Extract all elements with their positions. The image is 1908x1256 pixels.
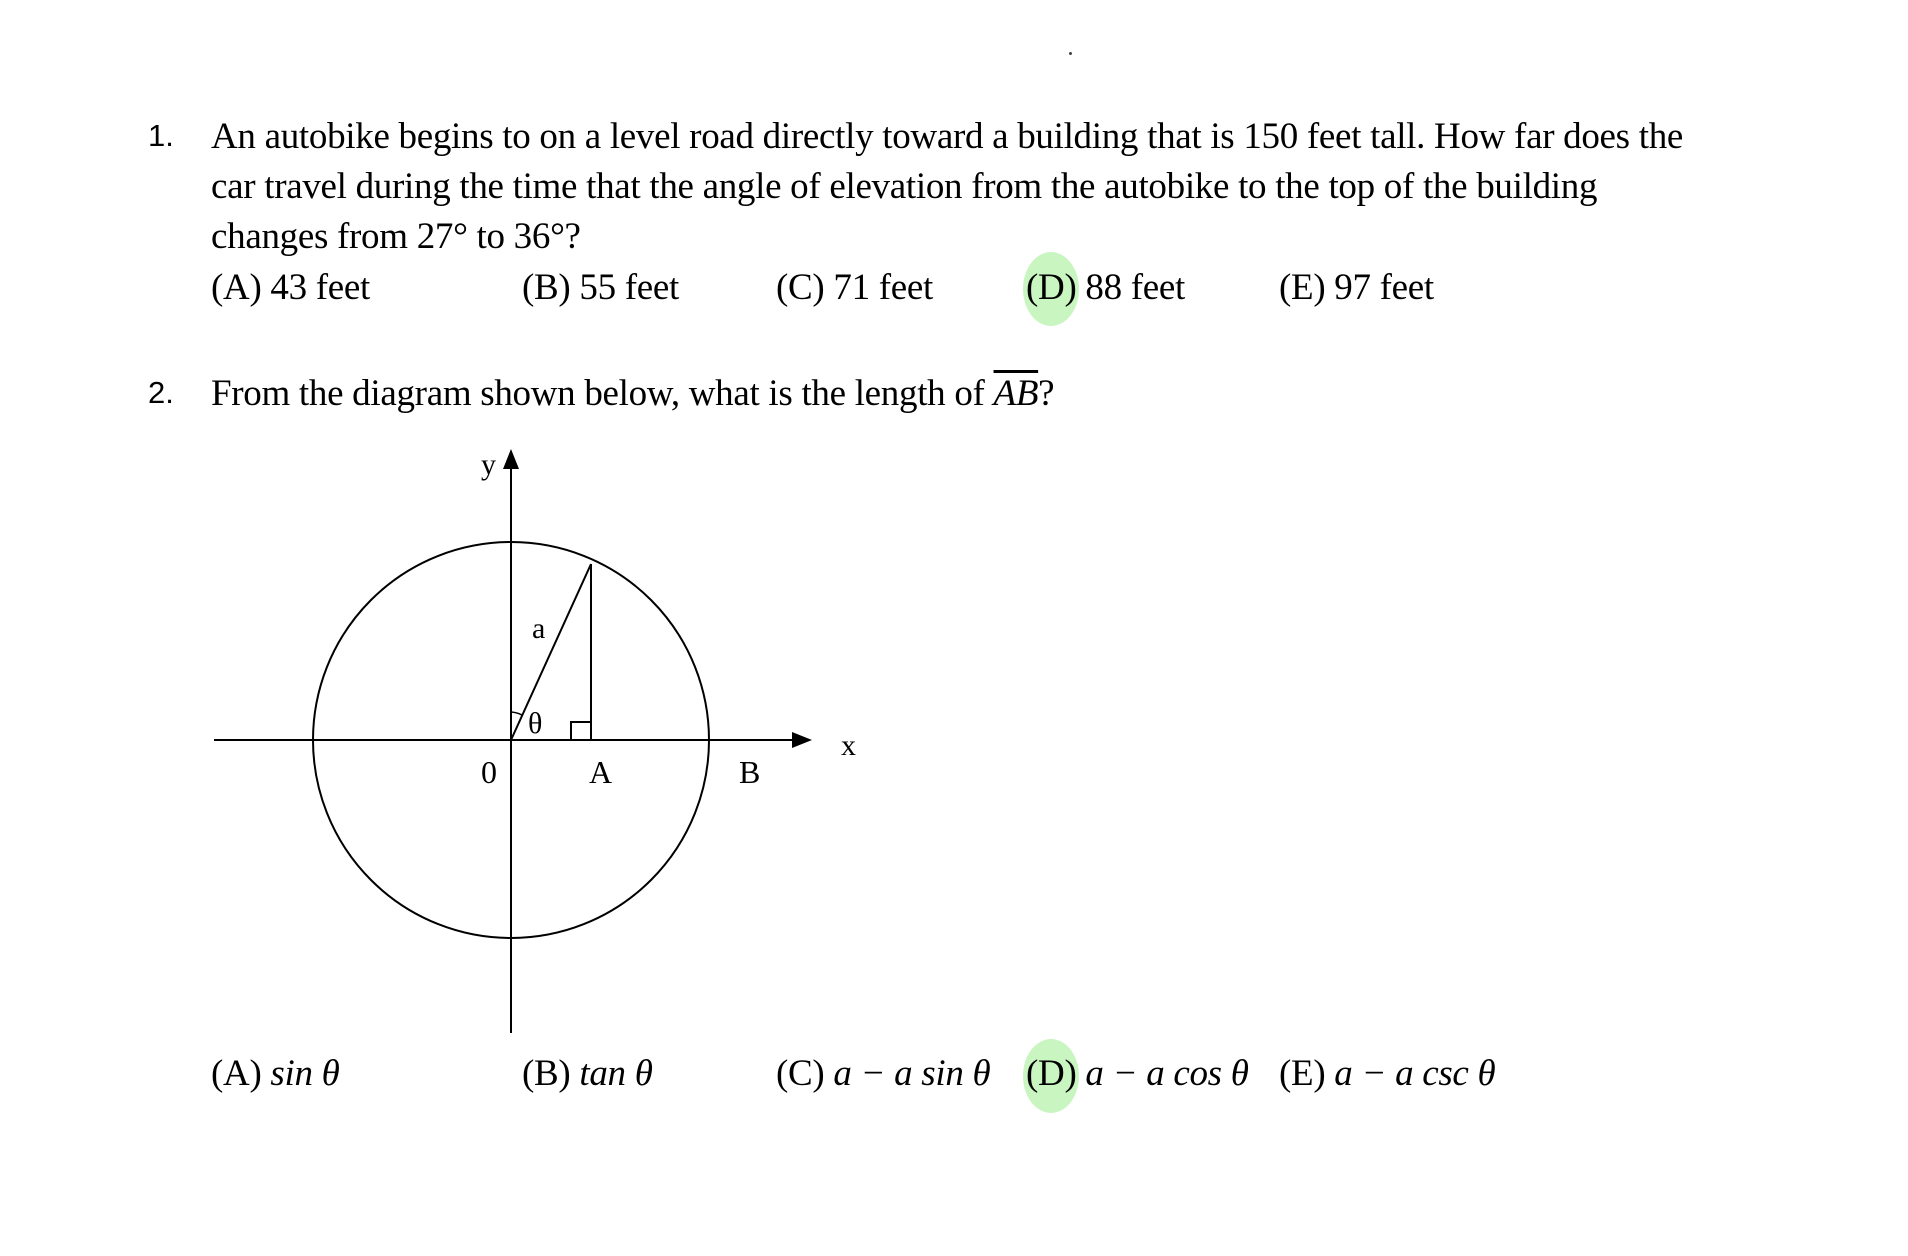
question-1-line-3: changes from 27° to 36°? [211,216,581,257]
question-2-prompt: From the diagram shown below, what is the length of [211,373,994,414]
x-axis-arrow [792,732,812,748]
q2-choice-a[interactable]: (A) sin θ [211,1053,340,1094]
x-axis-label: x [841,729,856,762]
q2-choice-d[interactable]: (D) a − a cos θ [1026,1053,1249,1094]
q2-choice-b[interactable]: (B) tan θ [522,1053,653,1094]
angle-label: θ [528,707,543,740]
point-a-label: A [589,754,613,790]
q1-choice-d[interactable]: (D) 88 feet [1026,267,1186,308]
angle-arc [511,712,522,715]
question-2-number: 2. [148,375,174,410]
radius-segment [511,564,591,740]
q1-choice-b[interactable]: (B) 55 feet [522,267,679,308]
origin-label: 0 [481,754,497,790]
q1-choice-a[interactable]: (A) 43 feet [211,267,371,308]
point-b-label: B [739,754,761,790]
question-1-line-2: car travel during the time that the angle of elevation from the autobike to the top of the building [211,166,1598,207]
y-axis-arrow [503,449,519,469]
segment-ab-label: $\overline{AB}$ [993,373,1039,414]
question-1-number: 1. [148,118,174,153]
right-angle-marker [571,722,591,740]
question-1-line-1: An autobike begins to on a level road directly toward a building that is 150 feet tall. How far does the [211,116,1684,157]
y-axis-label: y [481,448,496,481]
radius-label: a [532,612,546,645]
q1-choice-c[interactable]: (C) 71 feet [776,267,933,308]
q1-choice-e[interactable]: (E) 97 feet [1279,267,1434,308]
q2-choice-e[interactable]: (E) a − a csc θ [1279,1053,1496,1094]
question-2-suffix: ? [1038,373,1055,414]
q2-choice-c[interactable]: (C) a − a sin θ [776,1053,991,1094]
